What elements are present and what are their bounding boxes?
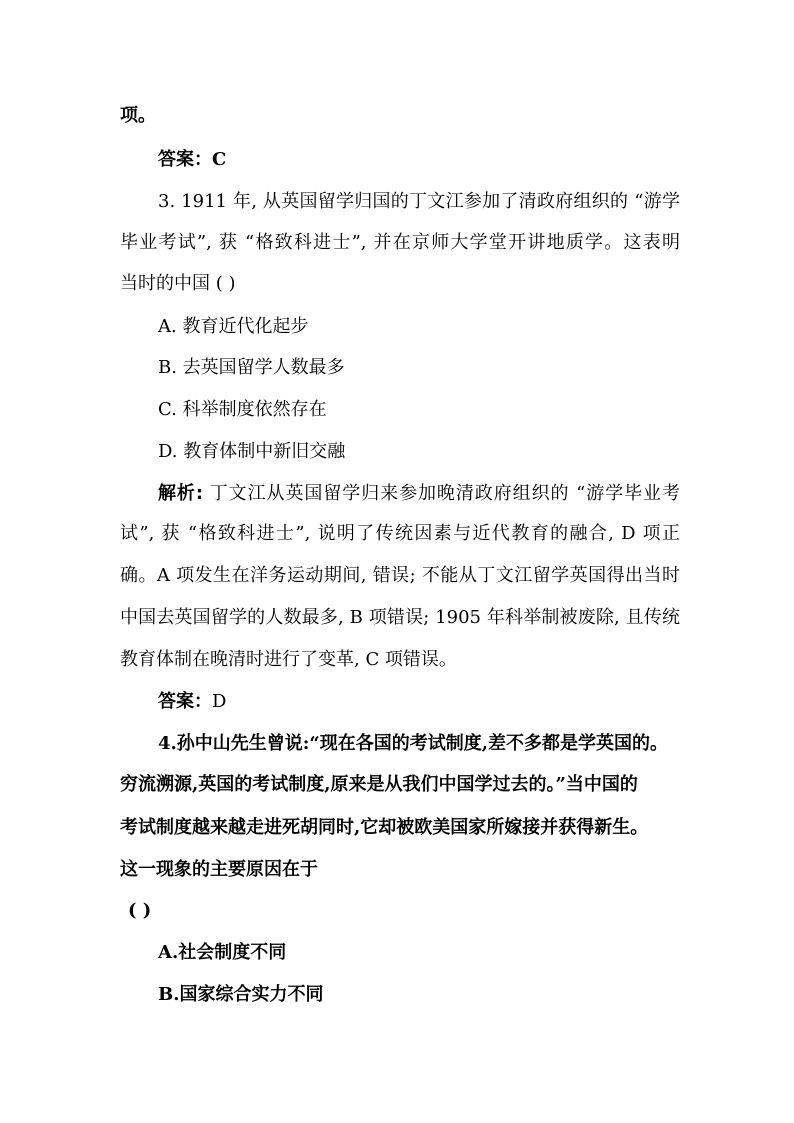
q3-stem-line-3: 当时的中国 ( ): [120, 273, 236, 294]
q2-tail-text: 项。: [120, 105, 156, 126]
q3-option-a: A. 教育近代化起步: [158, 316, 309, 337]
answer-label: 答案：: [158, 149, 212, 170]
q3-option-c: C. 科举制度依然存在: [158, 399, 327, 420]
q3-analysis-line-3: 确。A 项发生在洋务运动期间, 错误; 不能从丁文江留学英国得出当时: [120, 565, 680, 586]
q3-answer: [158, 689, 718, 715]
q3-stem-line-2: 毕业考试”, 获 “格致科进士”, 并在京师大学堂开讲地质学。这表明: [120, 232, 680, 253]
q4-stem-line-5: ( ): [128, 900, 152, 921]
q3-option-b: B. 去英国留学人数最多: [158, 357, 345, 378]
answer-value: C: [212, 149, 227, 170]
q2-answer: [158, 147, 718, 173]
answer-label: 答案：: [158, 691, 212, 712]
analysis-text: 丁文江从英国留学归来参加晚清政府组织的 “游学毕业考: [203, 483, 680, 504]
q4-stem-line-2: 穷流溯源,英国的考试制度,原来是从我们中国学过去的。”当中国的: [120, 774, 638, 795]
q3-analysis-line-1: [158, 481, 680, 507]
q4-stem-line-1: 4.孙中山先生曾说:“现在各国的考试制度,差不多都是学英国的。: [158, 733, 669, 754]
q3-analysis-line-4: 中国去英国留学的人数最多, B 项错误; 1905 年科举制被废除, 且传统: [120, 607, 680, 628]
q4-option-a: A.社会制度不同: [158, 942, 287, 963]
q3-analysis-line-2: 试”, 获 “格致科进士”, 说明了传统因素与近代教育的融合, D 项正: [120, 523, 680, 544]
q3-analysis-line-5: 教育体制在晚清时进行了变革, C 项错误。: [120, 649, 457, 670]
q3-stem-line-1: 3. 1911 年, 从英国留学归国的丁文江参加了清政府组织的 “游学: [158, 191, 680, 212]
q4-option-b: B.国家综合实力不同: [158, 984, 324, 1005]
analysis-label: 解析:: [158, 483, 204, 504]
q4-stem-line-4: 这一现象的主要原因在于: [120, 859, 318, 880]
answer-value: D: [212, 691, 227, 712]
q3-option-d: D. 教育体制中新旧交融: [158, 441, 346, 462]
q4-stem-line-3: 考试制度越来越走进死胡同时,它却被欧美国家所嫁接并获得新生。: [120, 817, 649, 838]
